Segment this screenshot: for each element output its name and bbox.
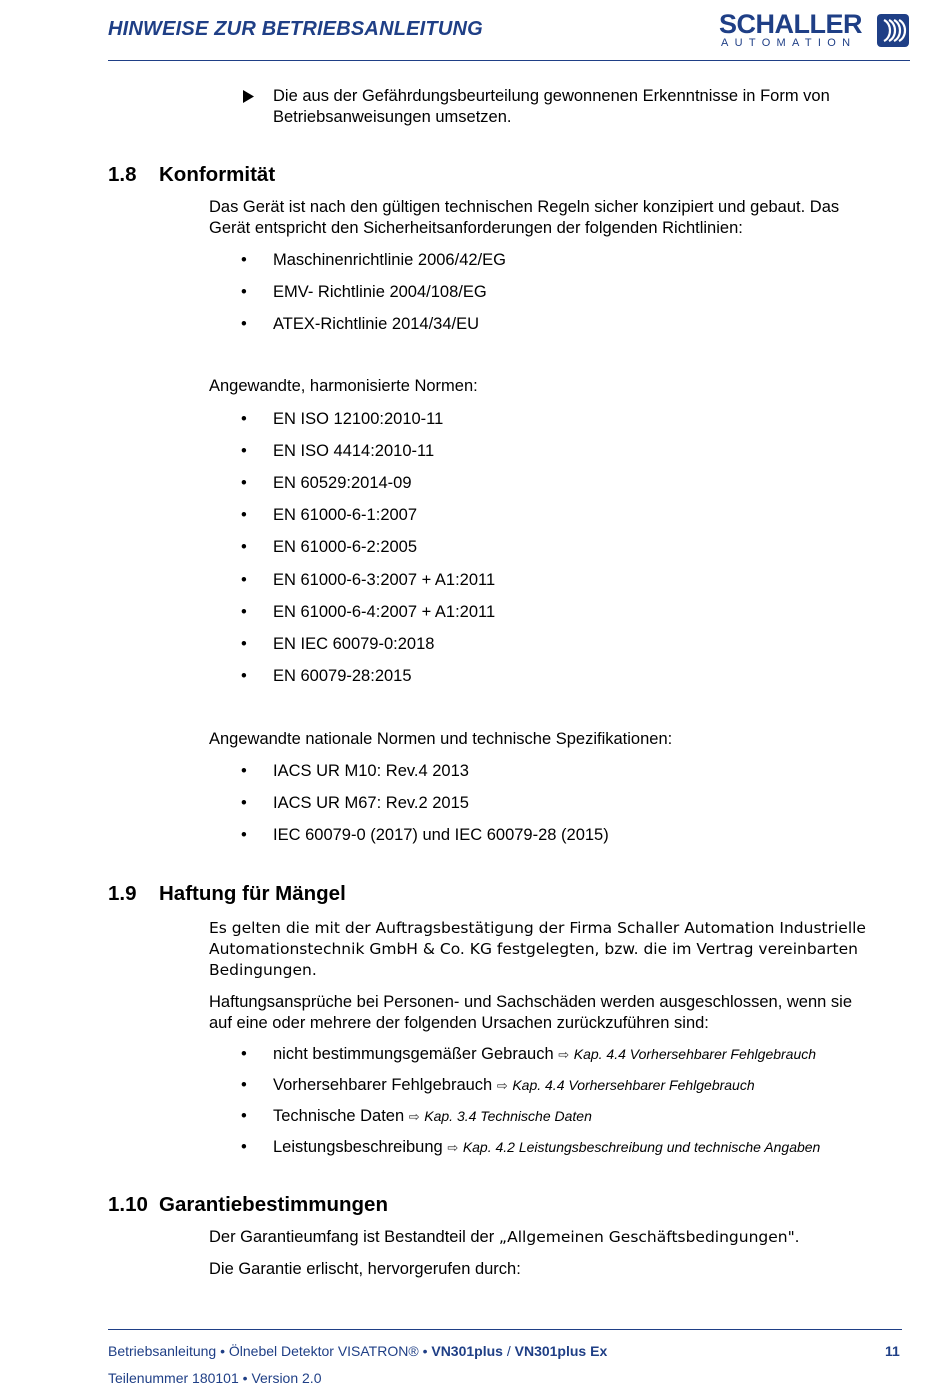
conformity-paragraph: Das Gerät ist nach den gültigen technischen Regeln sicher konzipiert und gebaut. Das Gerät entspricht den Sicherheitsanforderungen der folgenden Richtlinien: <box>209 198 840 237</box>
bullet-dot-icon: • <box>241 571 247 589</box>
bullet-dot-icon: • <box>241 315 247 333</box>
arrow-right-icon: ⇨ <box>447 1140 459 1155</box>
warranty-scope-paragraph: Der Garantieumfang ist Bestandteil der „Allgemeinen Geschäftsbedingungen". <box>209 1228 800 1246</box>
header-divider <box>108 60 910 61</box>
footer-divider <box>108 1329 902 1330</box>
liability-paragraph: Es gelten die mit der Auftragsbestätigung der Firma Schaller Automation Industrielle Automationstechnik GmbH & Co. KG festgelegten, bzw. die im Vertrag vereinbarten Bedingungen. <box>209 919 866 979</box>
bullet-dot-icon: • <box>241 251 247 269</box>
section-title: Konformität <box>159 163 276 186</box>
arrow-right-icon: ⇨ <box>496 1078 508 1093</box>
bullet-dot-icon: • <box>241 538 247 556</box>
triangle-bullet-icon <box>243 90 255 103</box>
intro-bullet-text: Die aus der Gefährdungsbeurteilung gewonnenen Erkenntnisse in Form von Betriebsanweisungen umsetzen. <box>273 87 830 126</box>
bullet-dot-icon: • <box>241 410 247 428</box>
page-header-title: HINWEISE ZUR BETRIEBSANLEITUNG <box>108 18 483 40</box>
schaller-lines-mark-icon <box>877 14 909 47</box>
arrow-right-icon: ⇨ <box>408 1109 420 1124</box>
chapter-reference: Kap. 3.4 Technische Daten <box>424 1108 592 1124</box>
national-norms-intro: Angewandte nationale Normen und technische Spezifikationen: <box>209 730 673 748</box>
section-number: 1.10 <box>108 1193 148 1216</box>
section-title: Garantiebestimmungen <box>159 1193 388 1216</box>
bullet-dot-icon: • <box>241 1107 247 1125</box>
footer-part-line: Teilenummer 180101 • Version 2.0 <box>108 1370 322 1386</box>
chapter-reference: Kap. 4.4 Vorhersehbarer Fehlgebrauch <box>512 1077 755 1093</box>
chapter-reference: Kap. 4.2 Leistungsbeschreibung und technische Angaben <box>462 1139 821 1155</box>
page-number: 11 <box>885 1343 900 1359</box>
footer-document-line: Betriebsanleitung • Ölnebel Detektor VISATRON® • VN301plus / VN301plus Ex <box>108 1343 608 1359</box>
section-number: 1.8 <box>108 163 137 186</box>
logo-subline: AUTOMATION <box>721 37 857 49</box>
logo-wordmark: SCHALLER <box>719 9 862 39</box>
bullet-dot-icon: • <box>241 442 247 460</box>
bullet-dot-icon: • <box>241 1045 247 1063</box>
bullet-dot-icon: • <box>241 506 247 524</box>
chapter-reference: Kap. 4.4 Vorhersehbarer Fehlgebrauch <box>573 1046 817 1062</box>
bullet-dot-icon: • <box>241 283 247 301</box>
bullet-dot-icon: • <box>241 794 247 812</box>
warranty-void-paragraph: Die Garantie erlischt, hervorgerufen durch: <box>209 1260 521 1278</box>
bullet-dot-icon: • <box>241 1076 247 1094</box>
arrow-right-icon: ⇨ <box>558 1047 570 1062</box>
bullet-dot-icon: • <box>241 1138 247 1156</box>
section-number: 1.9 <box>108 882 137 905</box>
exclusion-paragraph: Haftungsansprüche bei Personen- und Sachschäden werden ausgeschlossen, wenn sie auf eine oder mehrere der folgenden Ursachen zurückzuführen sind: <box>209 993 853 1032</box>
bullet-dot-icon: • <box>241 635 247 653</box>
schaller-logo <box>719 9 911 50</box>
bullet-dot-icon: • <box>241 762 247 780</box>
bullet-dot-icon: • <box>241 603 247 621</box>
section-title: Haftung für Mängel <box>159 882 346 905</box>
bullet-dot-icon: • <box>241 826 247 844</box>
bullet-dot-icon: • <box>241 474 247 492</box>
norms-intro: Angewandte, harmonisierte Normen: <box>209 377 478 395</box>
bullet-dot-icon: • <box>241 667 247 685</box>
